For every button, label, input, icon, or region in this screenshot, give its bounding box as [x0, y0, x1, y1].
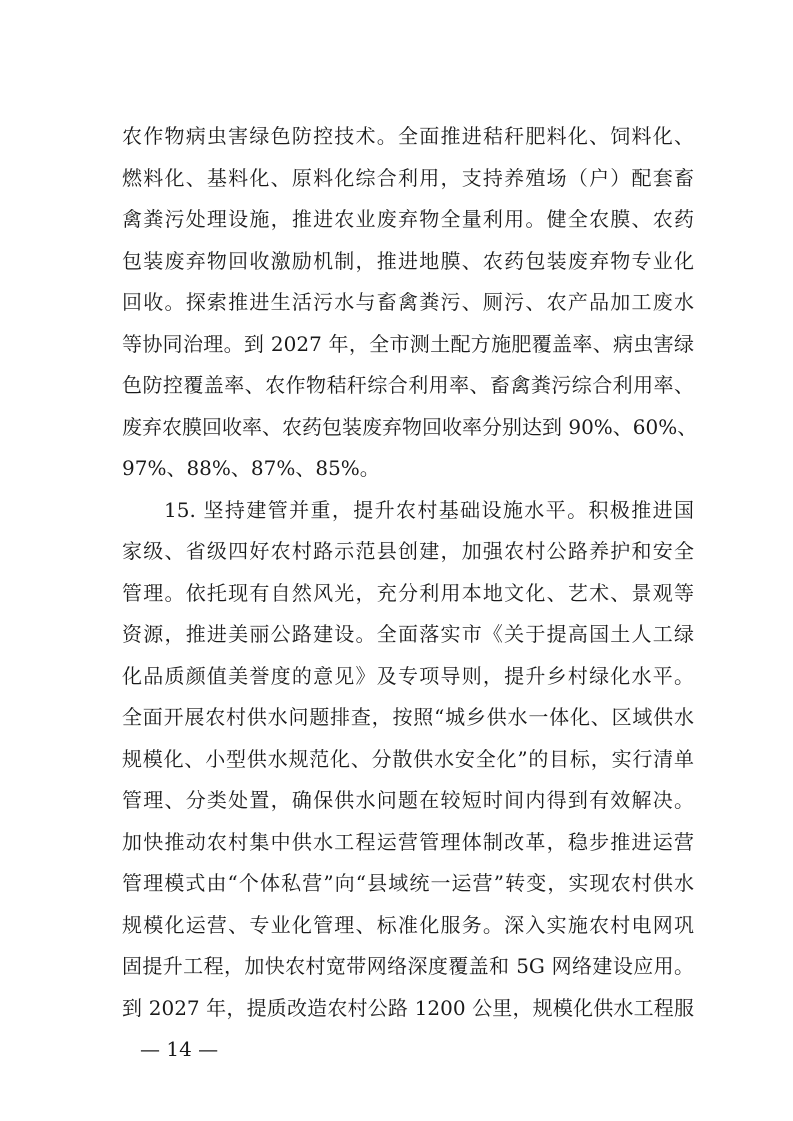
paragraph-line: 管理模式由“个体私营”向“县域统一运营”转变，实现农村供水	[122, 871, 694, 895]
page-number: — 14 —	[140, 1037, 219, 1061]
paragraph-line: 废弃农膜回收率、农药包装废弃物回收率分别达到 90%、60%、	[122, 415, 698, 439]
paragraph-line: 化品质颜值美誉度的意见》及专项导则，提升乡村绿化水平。	[122, 664, 694, 688]
paragraph-line: 97%、88%、87%、85%。	[122, 456, 380, 480]
paragraph-heading-line: 15. 坚持建管并重，提升农村基础设施水平。积极推进国	[164, 498, 694, 522]
paragraph-line: 到 2027 年，提质改造农村公路 1200 公里，规模化供水工程服	[122, 996, 694, 1020]
paragraph-line: 农作物病虫害绿色防控技术。全面推进秸秆肥料化、饲料化、	[122, 124, 694, 148]
paragraph-line: 加快推动农村集中供水工程运营管理体制改革，稳步推进运营	[122, 830, 694, 854]
paragraph-line: 燃料化、基料化、原料化综合利用，支持养殖场（户）配套畜	[122, 166, 694, 190]
paragraph-line: 家级、省级四好农村路示范县创建，加强农村公路养护和安全	[122, 539, 694, 563]
paragraph-line: 管理、分类处置，确保供水问题在较短时间内得到有效解决。	[122, 788, 694, 812]
paragraph-line: 规模化运营、专业化管理、标准化服务。深入实施农村电网巩	[122, 913, 694, 937]
paragraph-line: 固提升工程，加快农村宽带网络深度覆盖和 5G 网络建设应用。	[122, 954, 694, 978]
paragraph-line: 规模化、小型供水规范化、分散供水安全化”的目标，实行清单	[122, 747, 694, 771]
paragraph-line: 资源，推进美丽公路建设。全面落实市《关于提高国土人工绿	[122, 622, 694, 646]
paragraph-line: 全面开展农村供水问题排查，按照“城乡供水一体化、区域供水	[122, 705, 694, 729]
paragraph-line: 回收。探索推进生活污水与畜禽粪污、厕污、农产品加工废水	[122, 290, 694, 314]
paragraph-line: 色防控覆盖率、农作物秸秆综合利用率、畜禽粪污综合利用率、	[122, 373, 694, 397]
paragraph-line: 包装废弃物回收激励机制，推进地膜、农药包装废弃物专业化	[122, 249, 694, 273]
paragraph-line: 等协同治理。到 2027 年，全市测土配方施肥覆盖率、病虫害绿	[122, 332, 694, 356]
paragraph-line: 禽粪污处理设施，推进农业废弃物全量利用。健全农膜、农药	[122, 207, 694, 231]
paragraph-line: 管理。依托现有自然风光，充分利用本地文化、艺术、景观等	[122, 581, 694, 605]
